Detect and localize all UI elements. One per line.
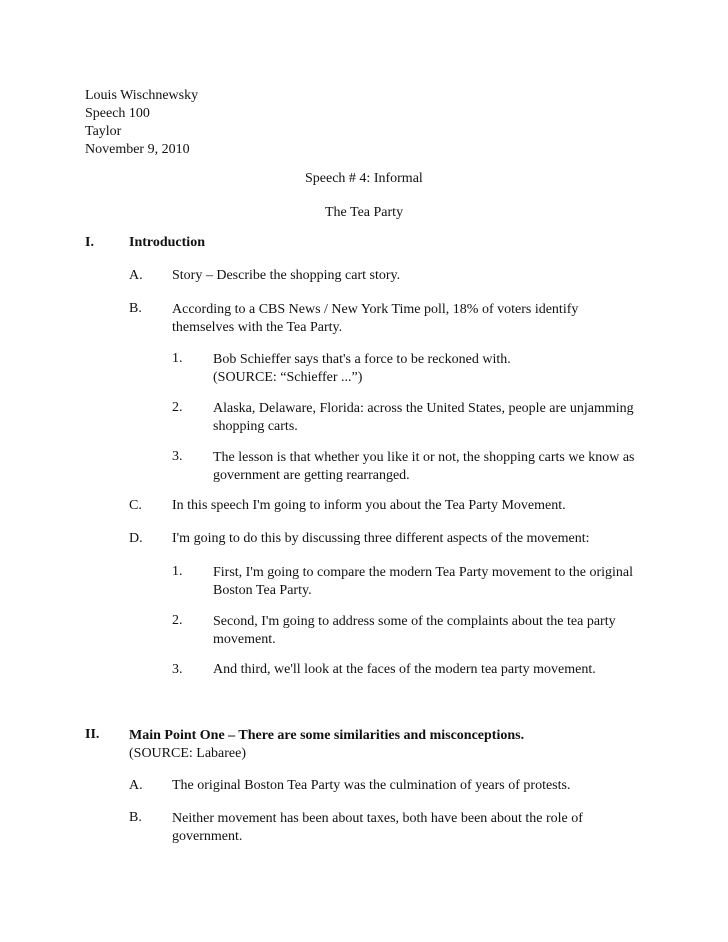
item-line: themselves with the Tea Party. bbox=[172, 320, 343, 335]
subitem-text bbox=[213, 613, 616, 649]
item-line: According to a CBS News / New York Time poll, 18% of voters identify bbox=[172, 302, 579, 317]
subitem-number: 2. bbox=[172, 400, 183, 415]
subitem-number: 1. bbox=[172, 564, 183, 579]
section-numeral: I. bbox=[85, 235, 94, 250]
subitem-line: shopping carts. bbox=[213, 419, 298, 434]
item-letter: D. bbox=[129, 531, 143, 546]
section-numeral: II. bbox=[85, 727, 100, 742]
item-text bbox=[172, 810, 583, 846]
subitem-text bbox=[213, 351, 511, 387]
item-text: The original Boston Tea Party was the culmination of years of protests. bbox=[172, 778, 571, 793]
subitem-line: The lesson is that whether you like it or not, the shopping carts we know as bbox=[213, 450, 635, 465]
item-letter: A. bbox=[129, 268, 143, 283]
item-text: In this speech I'm going to inform you about the Tea Party Movement. bbox=[172, 498, 566, 513]
item-text bbox=[172, 301, 578, 337]
subitem-number: 2. bbox=[172, 613, 183, 628]
item-text: Story – Describe the shopping cart story. bbox=[172, 268, 401, 283]
item-line: Neither movement has been about taxes, both have been about the role of bbox=[172, 811, 583, 826]
section-heading-block bbox=[129, 727, 524, 763]
date: November 9, 2010 bbox=[85, 142, 190, 157]
item-letter: C. bbox=[129, 498, 142, 513]
subitem-line: Boston Tea Party. bbox=[213, 583, 312, 598]
section-source: (SOURCE: Labaree) bbox=[129, 746, 247, 761]
item-text: I'm going to do this by discussing three different aspects of the movement: bbox=[172, 531, 590, 546]
subitem-text bbox=[213, 449, 634, 485]
subitem-text bbox=[213, 400, 634, 436]
subitem-line: government are getting rearranged. bbox=[213, 468, 410, 483]
subitem-number: 3. bbox=[172, 662, 183, 677]
item-letter: B. bbox=[129, 301, 142, 316]
author-name: Louis Wischnewsky bbox=[85, 88, 199, 103]
document-subtitle: The Tea Party bbox=[325, 205, 404, 220]
subitem-text: And third, we'll look at the faces of the modern tea party movement. bbox=[213, 662, 596, 677]
header-block bbox=[85, 87, 198, 159]
subitem-line: Alaska, Delaware, Florida: across the United States, people are unjamming bbox=[213, 401, 634, 416]
course-name: Speech 100 bbox=[85, 106, 150, 121]
subitem-number: 3. bbox=[172, 449, 183, 464]
subitem-line: movement. bbox=[213, 632, 276, 647]
subitem-line: (SOURCE: “Schieffer ...”) bbox=[213, 370, 363, 385]
document-title: Speech # 4: Informal bbox=[305, 171, 423, 186]
section-heading: Main Point One – There are some similarities and misconceptions. bbox=[129, 728, 525, 743]
subitem-line: Second, I'm going to address some of the complaints about the tea party bbox=[213, 614, 616, 629]
subitem-number: 1. bbox=[172, 351, 183, 366]
subitem-line: Bob Schieffer says that's a force to be reckoned with. bbox=[213, 352, 511, 367]
instructor-name: Taylor bbox=[85, 124, 122, 139]
item-letter: B. bbox=[129, 810, 142, 825]
subitem-text bbox=[213, 564, 633, 600]
subitem-line: First, I'm going to compare the modern Tea Party movement to the original bbox=[213, 565, 634, 580]
item-line: government. bbox=[172, 829, 243, 844]
item-letter: A. bbox=[129, 778, 143, 793]
section-heading: Introduction bbox=[129, 235, 205, 250]
